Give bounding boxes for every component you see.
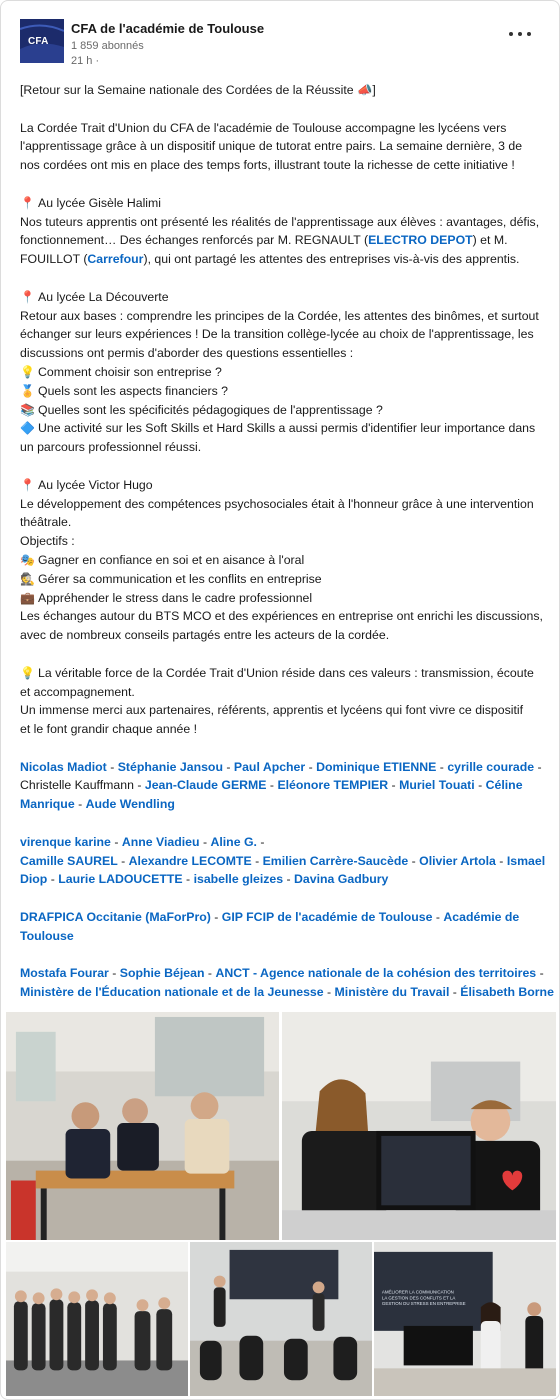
text-line: Le développement des compétences psychosociales était à l'honneur grâce à une intervention bbox=[20, 496, 534, 511]
follower-count: 1 859 abonnés bbox=[71, 40, 144, 52]
mention-link[interactable]: Paul Apcher bbox=[233, 759, 306, 774]
company-logo[interactable] bbox=[20, 19, 64, 63]
text-line: 📚 Quelles sont les spécificités pédagogiques de l'apprentissage ? bbox=[20, 401, 542, 420]
mention-link[interactable]: Manrique bbox=[20, 797, 75, 812]
mention-link[interactable]: Alexandre LECOMTE bbox=[128, 853, 252, 868]
mention-link[interactable]: Muriel Touati bbox=[399, 778, 475, 793]
presentation-photo bbox=[190, 1242, 372, 1396]
post-image-1[interactable] bbox=[5, 1011, 280, 1241]
lightbulb-icon: 💡 bbox=[20, 665, 35, 680]
pin-icon: 📍 bbox=[20, 289, 35, 304]
mention-link[interactable]: Camille SAUREL bbox=[20, 853, 118, 868]
mention-link[interactable]: Ministère de l'Éducation nationale et de la Jeunesse bbox=[20, 985, 324, 1000]
mention-link[interactable]: virenque karine bbox=[20, 834, 111, 849]
mentions-line: DRAFPICA Occitanie (MaForPro) - GIP FCIP de l'académie de Toulouse - Académie de bbox=[20, 910, 520, 925]
text-line: 💼 Appréhender le stress dans le cadre professionnel bbox=[20, 589, 542, 608]
text-line: 🎭 Gagner en confiance en soi et en aisance à l'oral bbox=[20, 551, 542, 570]
mentions-line: Mostafa Fourar - Sophie Béjean - ANCT - Agence nationale de la cohésion des territoires - bbox=[20, 966, 544, 981]
mention-link[interactable]: Ministère du Travail bbox=[334, 985, 450, 1000]
mention-text: Christelle Kauffmann bbox=[20, 778, 134, 793]
mention-link[interactable]: Nicolas Madiot bbox=[20, 759, 107, 774]
mention-link[interactable]: Ismael bbox=[506, 853, 546, 868]
text-line: théâtrale. bbox=[20, 515, 72, 530]
text-line: l'apprentissage grâce à un dispositif unique de tutorat entre pairs. La semaine dernière, 3 de bbox=[20, 139, 523, 154]
mention-link[interactable]: isabelle gleizes bbox=[193, 872, 284, 887]
post-image-3[interactable] bbox=[5, 1241, 189, 1397]
text-line: fonctionnement… Des échanges renforcés par M. REGNAULT (ELECTRO DEPOT) et M. bbox=[20, 233, 508, 248]
text-line: La Cordée Trait d'Union du CFA de l'académie de Toulouse accompagne les lycéens vers bbox=[20, 120, 507, 135]
electro-depot-link[interactable]: ELECTRO DEPOT bbox=[368, 233, 473, 248]
mention-link[interactable]: Aude Wendling bbox=[85, 797, 175, 812]
svg-text:AMÉLIORER LA COMMUNICATION: AMÉLIORER LA COMMUNICATION bbox=[381, 1289, 454, 1295]
mentions-line: Christelle Kauffmann - Jean-Claude GERME - Eléonore TEMPIER - Muriel Touati - Céline bbox=[20, 778, 523, 793]
text-line: 📍 Au lycée La Découverte bbox=[20, 288, 542, 307]
lightbulb-icon: 💡 bbox=[20, 364, 35, 379]
mention-link[interactable]: Dominique ETIENNE bbox=[316, 759, 437, 774]
slide-photo bbox=[374, 1242, 556, 1396]
mention-link[interactable]: Laurie LADOUCETTE bbox=[58, 872, 183, 887]
mentions-line: virenque karine - Anne Viadieu - Aline G. - bbox=[20, 834, 265, 849]
text-line: 📍 Au lycée Victor Hugo bbox=[20, 476, 542, 495]
mention-link[interactable]: Olivier Artola bbox=[419, 853, 496, 868]
mentions-line: Camille SAUREL - Alexandre LECOMTE - Emilien Carrère-Saucède - Olivier Artola - Ismael bbox=[20, 853, 546, 868]
text-line: avec de nombreux conseils partagés entre les acteurs de la cordée. bbox=[20, 628, 390, 643]
mention-link[interactable]: Sophie Béjean bbox=[119, 966, 205, 981]
classroom-photo bbox=[6, 1012, 279, 1240]
mention-link[interactable]: Académie de bbox=[443, 910, 520, 925]
mentions-line: Ministère de l'Éducation nationale et de la Jeunesse - Ministère du Travail - Élisabeth Borne bbox=[20, 985, 554, 1000]
mention-link[interactable]: Élisabeth Borne bbox=[460, 985, 554, 1000]
computer-photo bbox=[282, 1012, 556, 1240]
post-text bbox=[20, 81, 554, 1002]
mention-link[interactable]: DRAFPICA Occitanie (MaForPro) bbox=[20, 910, 211, 925]
text-line: discussions ont permis d'aborder des questions essentielles : bbox=[20, 346, 354, 361]
post-image-5[interactable] bbox=[373, 1241, 557, 1397]
mentions-line: Manrique - Aude Wendling bbox=[20, 797, 175, 812]
text-line: Un immense merci aux partenaires, référents, apprentis et lycéens qui font vivre ce dispositif bbox=[20, 703, 524, 718]
carrefour-link[interactable]: Carrefour bbox=[87, 252, 144, 267]
medal-icon: 🏅 bbox=[20, 383, 35, 398]
group-photo bbox=[6, 1242, 188, 1396]
svg-text:GESTION DU STRESS EN ENTREPRIS: GESTION DU STRESS EN ENTREPRISE bbox=[381, 1301, 466, 1307]
text-line: un parcours professionnel réussi. bbox=[20, 440, 202, 455]
post-image-2[interactable] bbox=[281, 1011, 557, 1241]
mention-link[interactable]: Jean-Claude GERME bbox=[144, 778, 267, 793]
megaphone-icon: 📣 bbox=[357, 83, 373, 97]
pin-icon: 📍 bbox=[20, 477, 35, 492]
text-line: [Retour sur la Semaine nationale des Cordées de la Réussite 📣] bbox=[20, 83, 376, 97]
text-line: 🔷 Une activité sur les Soft Skills et Hard Skills a aussi permis d'identifier leur importance dans bbox=[20, 419, 542, 438]
mention-link[interactable]: Diop bbox=[20, 872, 48, 887]
mention-link[interactable]: cyrille courade bbox=[447, 759, 535, 774]
text-line: 🕵 Gérer sa communication et les conflits en entreprise bbox=[20, 570, 542, 589]
theater-masks-icon: 🎭 bbox=[20, 552, 35, 567]
books-icon: 📚 bbox=[20, 402, 35, 417]
post-image-4[interactable] bbox=[189, 1241, 373, 1397]
briefcase-icon: 💼 bbox=[20, 590, 35, 605]
mentions-line: Diop - Laurie LADOUCETTE - isabelle gleizes - Davina Gadbury bbox=[20, 872, 389, 887]
text-line: Nos tuteurs apprentis ont présenté les réalités de l'apprentissage aux élèves : avantages, défis, bbox=[20, 214, 540, 229]
mention-link[interactable]: Aline G. bbox=[210, 834, 257, 849]
svg-text:LA GESTION DES CONFLITS ET LA: LA GESTION DES CONFLITS ET LA bbox=[381, 1295, 456, 1301]
text-line: 🏅 Quels sont les aspects financiers ? bbox=[20, 382, 542, 401]
text-line: échanger sur leurs expériences ! De la transition collège-lycée au choix de l'apprentissage, les bbox=[20, 327, 534, 342]
mention-link[interactable]: Davina Gadbury bbox=[294, 872, 389, 887]
mention-link[interactable]: Emilien Carrère-Saucède bbox=[262, 853, 409, 868]
text-line: nos cordées ont mis en place des temps forts, illustrant toute la richesse de cette initiative ! bbox=[20, 158, 515, 173]
post-time: 21 h · bbox=[71, 55, 100, 67]
mention-link[interactable]: Anne Viadieu bbox=[121, 834, 200, 849]
mention-link[interactable]: Stéphanie Jansou bbox=[117, 759, 223, 774]
text-line: 💡 La véritable force de la Cordée Trait d'Union réside dans ces valeurs : transmission, écoute bbox=[20, 664, 542, 683]
mention-link[interactable]: GIP FCIP de l'académie de Toulouse bbox=[221, 910, 433, 925]
text-line: et le font grandir chaque année ! bbox=[20, 722, 198, 737]
text-line: et accompagnement. bbox=[20, 684, 135, 699]
mentions-line: Nicolas Madiot - Stéphanie Jansou - Paul Apcher - Dominique ETIENNE - cyrille courade - bbox=[20, 759, 542, 774]
mention-link[interactable]: Mostafa Fourar bbox=[20, 966, 109, 981]
logo-text: CFA bbox=[28, 36, 49, 47]
mention-link[interactable]: Céline bbox=[485, 778, 523, 793]
text-line: Retour aux bases : comprendre les principes de la Cordée, les attentes des binômes, et surtout bbox=[20, 308, 539, 323]
mentions-line bbox=[20, 927, 542, 946]
blue-diamond-icon: 🔷 bbox=[20, 421, 35, 436]
mention-link[interactable]: ANCT - Agence nationale de la cohésion des territoires bbox=[215, 966, 537, 981]
pin-icon: 📍 bbox=[20, 195, 35, 210]
mention-link[interactable]: Eléonore TEMPIER bbox=[277, 778, 389, 793]
mention-link[interactable]: Toulouse bbox=[20, 928, 74, 943]
detective-icon: 🕵 bbox=[20, 571, 35, 586]
more-options-icon[interactable] bbox=[507, 23, 533, 43]
post-header bbox=[1, 1, 559, 79]
text-line: FOUILLOT (Carrefour), qui ont partagé les attentes des entreprises vis-à-vis des apprentis. bbox=[20, 252, 520, 267]
text-line: 💡 Comment choisir son entreprise ? bbox=[20, 363, 542, 382]
text-line: Objectifs : bbox=[20, 534, 75, 549]
text-line: Les échanges autour du BTS MCO et des expériences en entreprise ont enrichi les discussions, bbox=[20, 609, 543, 624]
author-name[interactable]: CFA de l'académie de Toulouse bbox=[71, 21, 265, 36]
text-line: 📍 Au lycée Gisèle Halimi bbox=[20, 194, 542, 213]
